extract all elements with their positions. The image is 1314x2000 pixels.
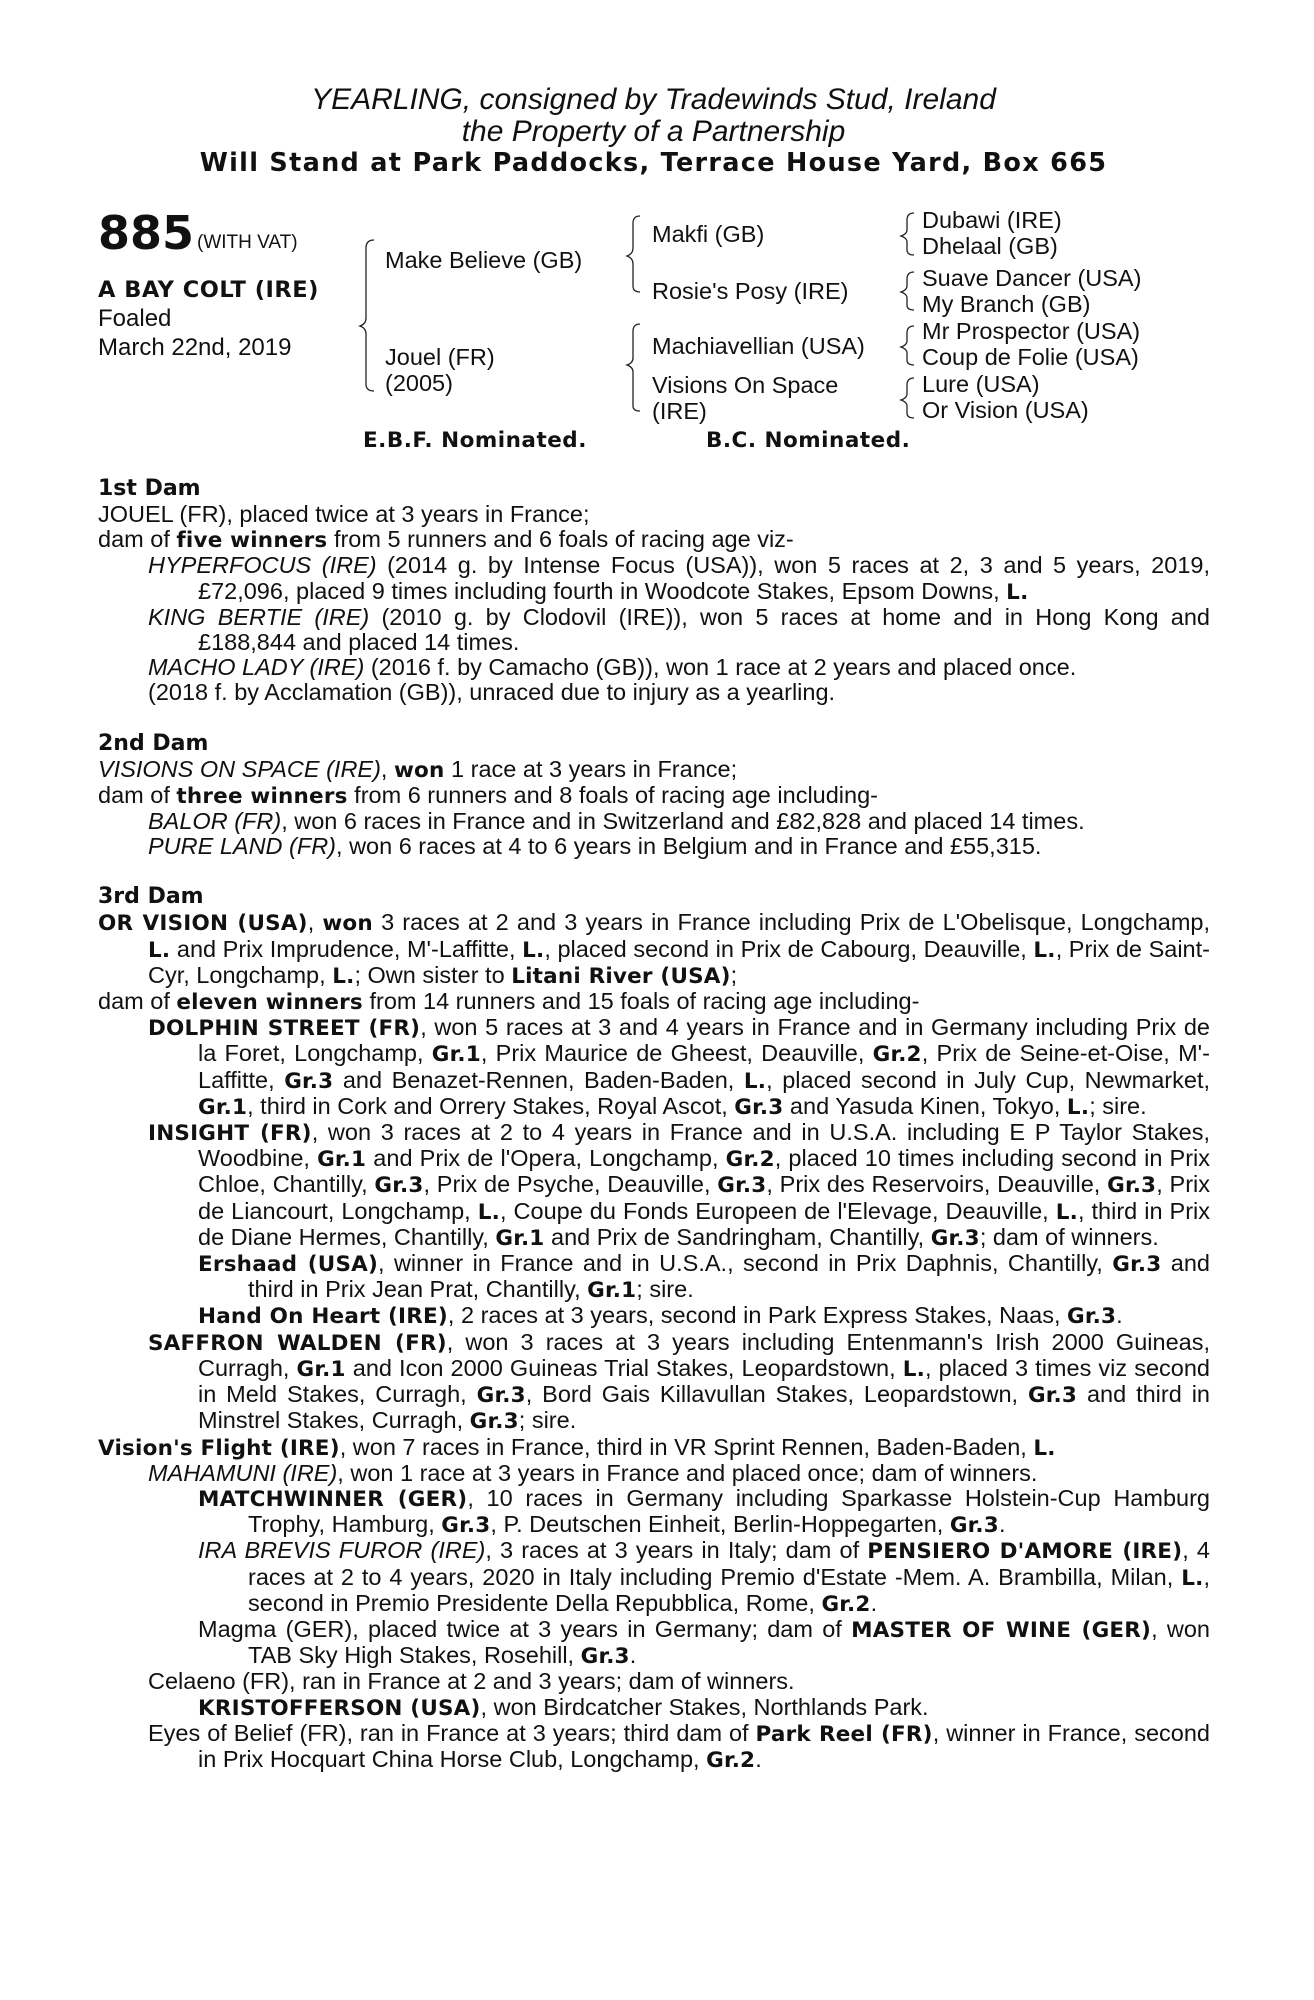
ggp-5: Mr Prospector (USA): [922, 318, 1141, 344]
produce-entry: SAFFRON WALDEN (FR), won 3 races at 3 years including Entenmann's Irish 2000 Guineas, Curragh, Gr.1 and Icon 2000 Guineas Trial Stakes, Leopardstown, L., placed 3 times viz second in Meld Stakes, Curragh, Gr.3, Bord Gais Killavullan Stakes, Leopardstown, Gr.3 and third in Minstrel Stakes, Curragh, Gr.3; sire.: [148, 1328, 1210, 1435]
produce-entry: (2018 f. by Acclamation (GB)), unraced due to injury as a yearling.: [148, 679, 836, 706]
first-dam-intro: JOUEL (FR), placed twice at 3 years in France;: [98, 501, 590, 527]
bracket-ggp-3: [901, 326, 914, 365]
sire: Make Believe (GB): [385, 247, 583, 273]
bracket-sire: [627, 216, 640, 292]
produce-entry: BALOR (FR), won 6 races in France and in Switzerland and £82,828 and placed 14 times.: [148, 808, 1085, 835]
bracket-ggp-1: [901, 213, 914, 255]
ggp-3: Suave Dancer (USA): [922, 265, 1142, 291]
bracket-ggp-4: [901, 378, 914, 418]
produce-entry: Ershaad (USA), winner in France and in U.S.A., second in Prix Daphnis, Chantilly, Gr.3 and third in Prix Jean Prat, Chantilly, Gr.1; sire.: [198, 1250, 1210, 1304]
lot-title: A BAY COLT (IRE): [98, 277, 319, 303]
produce-entry: INSIGHT (FR), won 3 races at 2 to 4 years in France and in U.S.A. including E P Taylor Stakes, Woodbine, Gr.1 and Prix de l'Opera, Longchamp, Gr.2, placed 10 times including second in Prix Chloe, Chantilly, Gr.3, Prix de Psyche, Deauville, Gr.3, Prix des Reservoirs, Deauville, Gr.3, Prix de Liancourt, Longchamp, L., Coupe du Fonds Europeen de l'Elevage, Deauville, L., third in Prix de Diane Hermes, Chantilly, Gr.1 and Prix de Sandringham, Chantilly, Gr.3; dam of winners.: [148, 1119, 1211, 1251]
sire-sire: Makfi (GB): [652, 221, 765, 247]
second-dam-heading: 2nd Dam: [98, 730, 209, 756]
second-dam-intro: VISIONS ON SPACE (IRE), won 1 race at 3 years in France;: [98, 755, 738, 783]
ggp-2: Dhelaal (GB): [922, 233, 1058, 259]
produce-entry: Hand On Heart (IRE), 2 races at 3 years, second in Park Express Stakes, Naas, Gr.3.: [198, 1302, 1123, 1330]
first-dam-heading: 1st Dam: [98, 476, 201, 501]
first-dam-produce-summary: dam of five winners from 5 runners and 6 foals of racing age viz-: [98, 526, 794, 554]
bracket-gen1: [360, 240, 374, 391]
foaled-label: Foaled: [98, 305, 172, 332]
ggp-8: Or Vision (USA): [922, 397, 1089, 423]
produce-entry: MAHAMUNI (IRE), won 1 race at 3 years in France and placed once; dam of winners.: [148, 1459, 1038, 1486]
dam-year: (2005): [385, 370, 453, 396]
second-dam-produce-summary: dam of three winners from 6 runners and 8 foals of racing age including-: [98, 781, 878, 809]
produce-entry: MATCHWINNER (GER), 10 races in Germany including Sparkasse Holstein-Cup Hamburg Trophy, Hamburg, Gr.3, P. Deutschen Einheit, Berlin-Hoppegarten, Gr.3.: [198, 1484, 1210, 1539]
bracket-ggp-2: [901, 272, 914, 310]
dam-dam: Visions On Space: [652, 372, 839, 398]
produce-entry: MACHO LADY (IRE) (2016 f. by Camacho (GB)), won 1 race at 2 years and placed once.: [148, 654, 1077, 681]
catalogue-body: [98, 476, 1210, 1773]
produce-entry: Magma (GER), placed twice at 3 years in Germany; dam of MASTER OF WINE (GER), won TAB Sky High Stakes, Rosehill, Gr.3.: [198, 1615, 1210, 1670]
produce-entry: PURE LAND (FR), won 6 races at 4 to 6 years in Belgium and in France and £55,315.: [148, 833, 1042, 860]
produce-entry: KRISTOFFERSON (USA), won Birdcatcher Stakes, Northlands Park.: [198, 1693, 929, 1721]
produce-entry: KING BERTIE (IRE) (2010 g. by Clodovil (IRE)), won 5 races at home and in Hong Kong and £188,844 and placed 14 times.: [148, 603, 1211, 656]
ggp-1: Dubawi (IRE): [922, 207, 1062, 233]
produce-entry: Eyes of Belief (FR), ran in France at 3 years; third dam of Park Reel (FR), winner in France, second in Prix Hocquart China Horse Club, Longchamp, Gr.2.: [148, 1719, 1210, 1773]
header-property: the Property of a Partnership: [461, 115, 846, 148]
ggp-4: My Branch (GB): [922, 291, 1091, 317]
ggp-6: Coup de Folie (USA): [922, 344, 1139, 370]
foaled-date: March 22nd, 2019: [98, 334, 292, 361]
produce-entry: DOLPHIN STREET (FR), won 5 races at 3 and 4 years in France and in Germany including Prix de la Foret, Longchamp, Gr.1, Prix Maurice de Gheest, Deauville, Gr.2, Prix de Seine-et-Oise, M'-Laffitte, Gr.3 and Benazet-Rennen, Baden-Baden, L., placed second in July Cup, Newmarket, Gr.1, third in Cork and Orrery Stakes, Royal Ascot, Gr.3 and Yasuda Kinen, Tokyo, L.; sire.: [148, 1014, 1211, 1120]
lot-number: 885: [98, 206, 195, 260]
header-consignor: YEARLING, consigned by Tradewinds Stud, Ireland: [311, 83, 996, 116]
third-dam-heading: 3rd Dam: [98, 884, 204, 910]
bc-nominated: B.C. Nominated.: [706, 428, 911, 453]
third-dam-produce-summary: dam of eleven winners from 14 runners and 15 foals of racing age including-: [98, 988, 920, 1016]
third-dam-intro: OR VISION (USA), won 3 races at 2 and 3 years in France including Prix de L'Obelisque, Longchamp, L. and Prix Imprudence, M'-Laffitte, L., placed second in Prix de Cabourg, Deauville, L., Prix de Saint-Cyr, Longchamp, L.; Own sister to Litani River (USA);: [98, 909, 1211, 989]
ggp-7: Lure (USA): [922, 371, 1040, 397]
bracket-dam: [627, 324, 640, 411]
header-stand-location: Will Stand at Park Paddocks, Terrace House Yard, Box 665: [199, 148, 1108, 178]
sire-dam: Rosie's Posy (IRE): [652, 278, 849, 304]
dam-sire: Machiavellian (USA): [652, 333, 865, 359]
produce-entry: IRA BREVIS FUROR (IRE), 3 races at 3 years in Italy; dam of PENSIERO D'AMORE (IRE), 4 races at 2 to 4 years, 2020 in Italy including Premio d'Estate -Mem. A. Brambilla, Milan, L., second in Premio Presidente Della Repubblica, Rome, Gr.2.: [198, 1537, 1210, 1617]
ebf-nominated: E.B.F. Nominated.: [363, 428, 587, 453]
vat-note: (WITH VAT): [197, 232, 298, 253]
dam-dam-country: (IRE): [652, 398, 707, 424]
produce-entry: HYPERFOCUS (IRE) (2014 g. by Intense Focus (USA)), won 5 races at 2, 3 and 5 years, 2019, £72,096, placed 9 times including fourth in Woodcote Stakes, Epsom Downs, L.: [148, 552, 1210, 605]
dam: Jouel (FR): [385, 344, 495, 370]
produce-entry: Vision's Flight (IRE), won 7 races in France, third in VR Sprint Rennen, Baden-Baden, L.: [98, 1433, 1056, 1461]
produce-entry: Celaeno (FR), ran in France at 2 and 3 years; dam of winners.: [148, 1668, 795, 1695]
